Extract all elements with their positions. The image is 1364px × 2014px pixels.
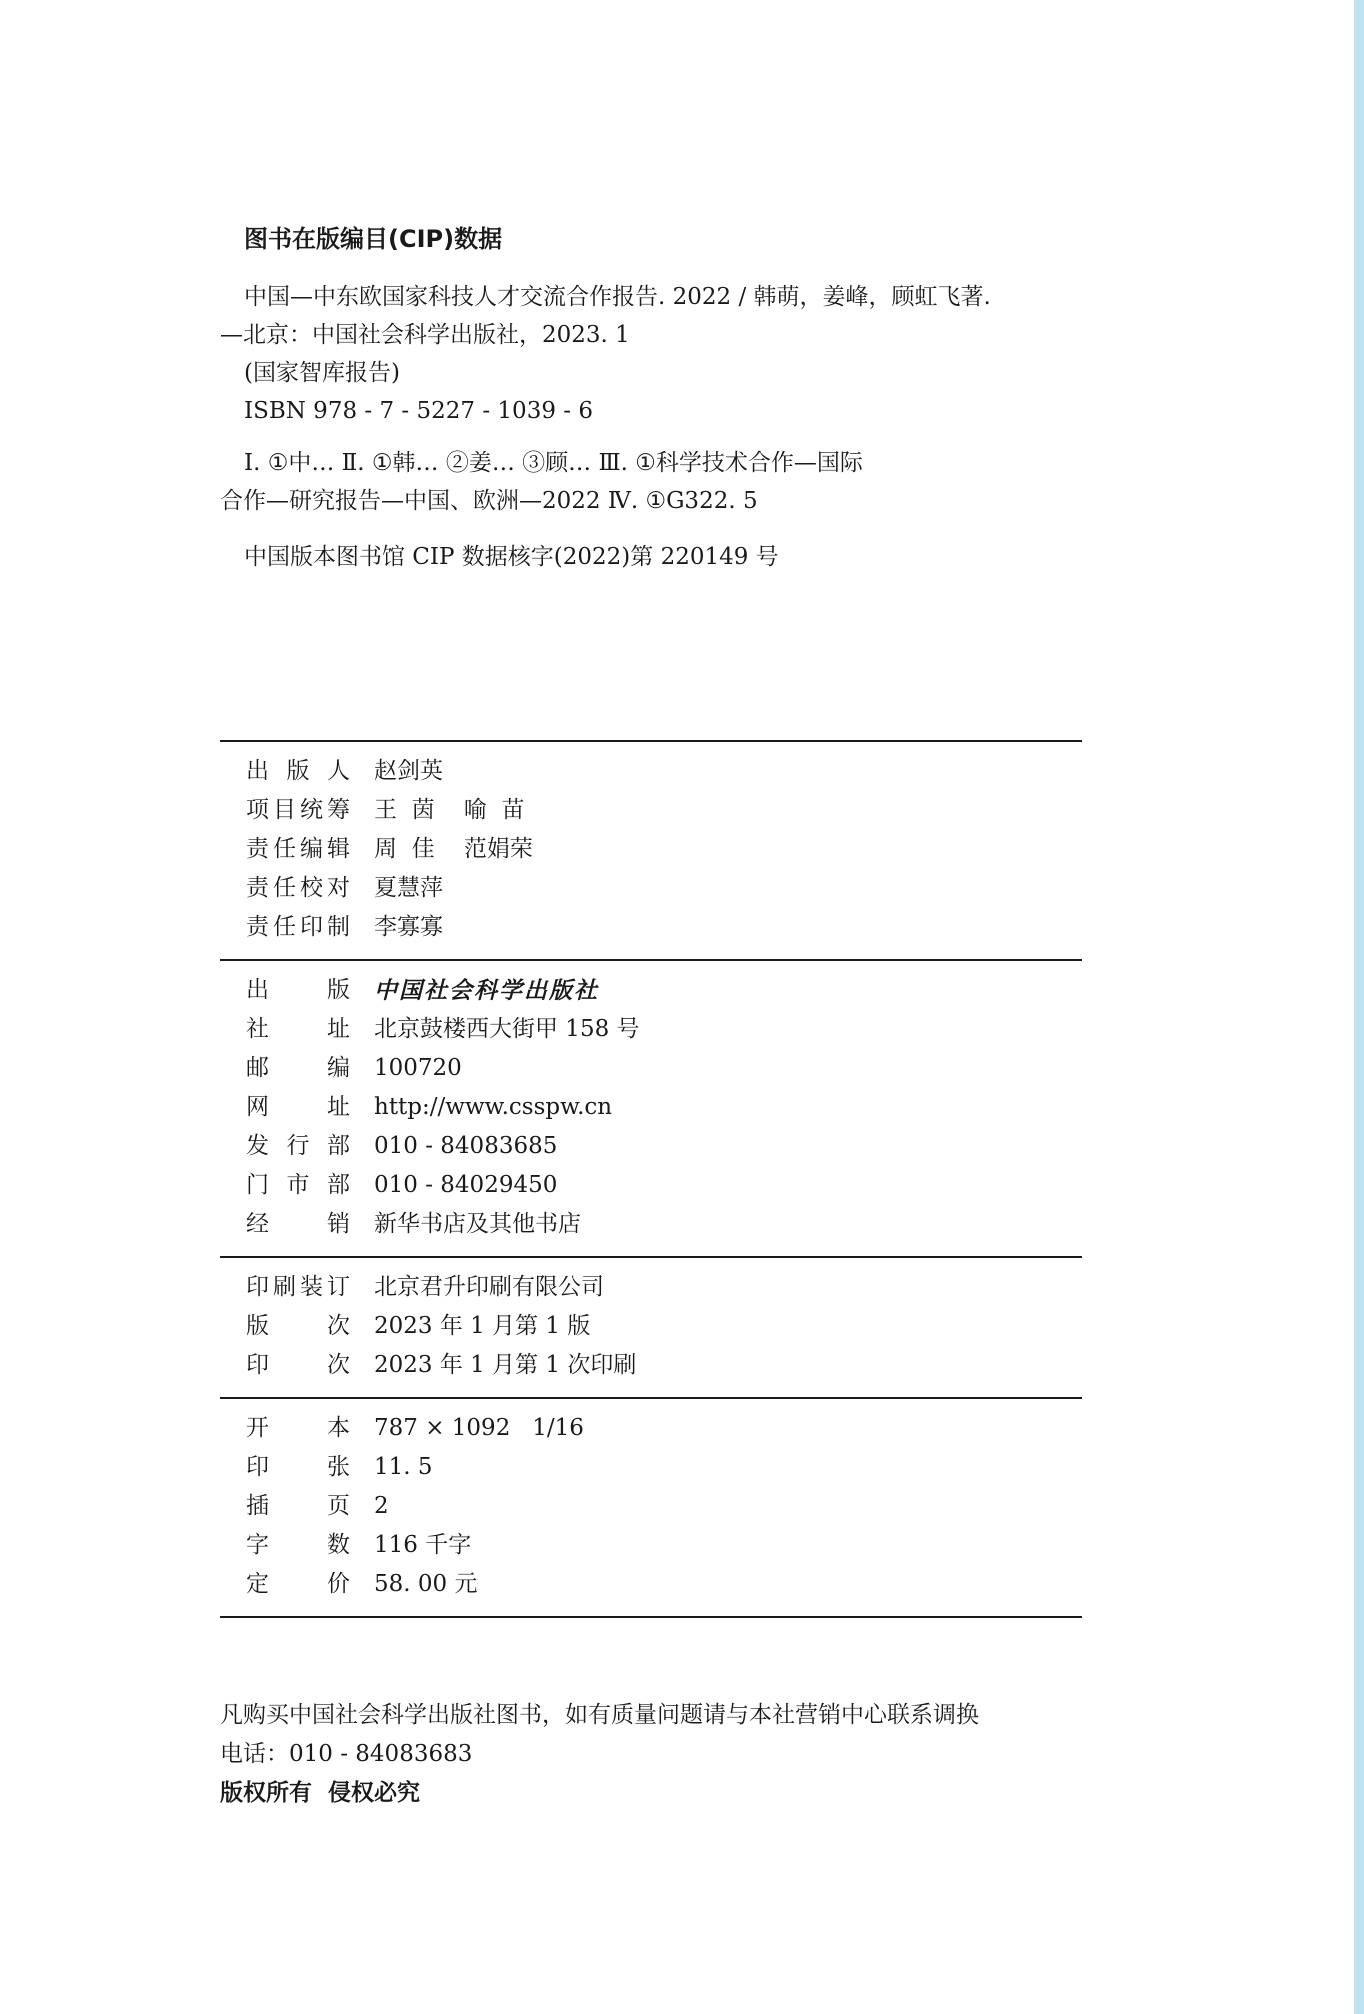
publisher-row: [246, 1010, 1082, 1049]
publisher-value: 100720: [374, 1055, 462, 1081]
printing-block: [220, 1258, 1082, 1397]
specs-label: 定价: [246, 1571, 350, 1597]
divider: [220, 1616, 1082, 1618]
printing-label: 印刷装订: [246, 1274, 350, 1300]
publisher-row: [246, 1049, 1082, 1088]
publisher-value: 010 - 84029450: [374, 1172, 558, 1198]
printing-row: [246, 1307, 1082, 1346]
specs-row: [246, 1565, 1082, 1604]
printing-row: [246, 1268, 1082, 1307]
publisher-row: [246, 1205, 1082, 1244]
contact-phone: 电话：010 - 84083683: [220, 1741, 473, 1767]
cip-line-title-author: 中国—中东欧国家科技人才交流合作报告. 2022 / 韩萌，姜峰，顾虹飞著.: [244, 284, 991, 310]
staff-value: 夏慧萍: [374, 875, 443, 901]
cip-line-subjects-cont: 合作—研究报告—中国、欧洲—2022 Ⅳ. ①G322. 5: [220, 488, 758, 514]
staff-row: [246, 830, 1082, 869]
specs-row: [246, 1526, 1082, 1565]
printing-value: 北京君升印刷有限公司: [374, 1274, 604, 1300]
specs-value: 787 × 1092 1/16: [374, 1415, 584, 1441]
publisher-label: 出版: [246, 977, 350, 1003]
specs-value: 11. 5: [374, 1454, 433, 1480]
specs-row: [246, 1448, 1082, 1487]
specs-label: 字数: [246, 1532, 350, 1558]
staff-value: 王 茵 喻 苗: [374, 797, 525, 823]
printing-label: 印次: [246, 1352, 350, 1378]
publisher-label: 经销: [246, 1211, 350, 1237]
publisher-value: 010 - 84083685: [374, 1133, 558, 1159]
publication-details: [220, 740, 1082, 1618]
staff-label: 项目统筹: [246, 797, 350, 823]
publisher-label: 邮编: [246, 1055, 350, 1081]
staff-block: [220, 742, 1082, 959]
publisher-row: [246, 1088, 1082, 1127]
staff-row: [246, 791, 1082, 830]
cip-line-isbn: ISBN 978 - 7 - 5227 - 1039 - 6: [244, 398, 593, 424]
staff-label: 出版人: [246, 758, 350, 784]
publisher-value: 新华书店及其他书店: [374, 1211, 581, 1237]
publisher-block: [220, 961, 1082, 1256]
publisher-value: 北京鼓楼西大街甲 158 号: [374, 1016, 640, 1042]
specs-block: [220, 1399, 1082, 1616]
specs-value: 2: [374, 1493, 389, 1519]
specs-row: [246, 1487, 1082, 1526]
staff-row: [246, 752, 1082, 791]
cip-line-record-number: 中国版本图书馆 CIP 数据核字(2022)第 220149 号: [244, 544, 779, 570]
specs-label: 开本: [246, 1415, 350, 1441]
cip-line-series: (国家智库报告): [244, 360, 400, 386]
staff-label: 责任校对: [246, 875, 350, 901]
specs-label: 插页: [246, 1493, 350, 1519]
cip-section: [220, 222, 1124, 576]
printing-value: 2023 年 1 月第 1 次印刷: [374, 1352, 637, 1378]
staff-value: 李寡寡: [374, 914, 443, 940]
footer-notice: [220, 1696, 1120, 1813]
publisher-name-calligraphy: 中国社会科学出版社: [374, 977, 599, 1004]
quality-notice: 凡购买中国社会科学出版社图书，如有质量问题请与本社营销中心联系调换: [220, 1702, 979, 1728]
staff-value: 赵剑英: [374, 758, 443, 784]
cip-line-subjects: Ⅰ. ①中… Ⅱ. ①韩… ②姜… ③顾… Ⅲ. ①科学技术合作—国际: [244, 450, 863, 476]
cip-line-publisher: —北京：中国社会科学出版社，2023. 1: [220, 322, 630, 348]
specs-row: [246, 1409, 1082, 1448]
specs-value: 116 千字: [374, 1532, 472, 1558]
publisher-website: http://www.csspw.cn: [374, 1094, 613, 1120]
publisher-row: [246, 1166, 1082, 1205]
printing-value: 2023 年 1 月第 1 版: [374, 1313, 591, 1339]
printing-row: [246, 1346, 1082, 1385]
specs-value: 58. 00 元: [374, 1571, 478, 1597]
copyright-notice: 版权所有 侵权必究: [220, 1780, 421, 1806]
publisher-label: 网址: [246, 1094, 350, 1120]
staff-row: [246, 869, 1082, 908]
publisher-label: 社址: [246, 1016, 350, 1042]
staff-label: 责任编辑: [246, 836, 350, 862]
specs-label: 印张: [246, 1454, 350, 1480]
printing-label: 版次: [246, 1313, 350, 1339]
publisher-row: [246, 1127, 1082, 1166]
publisher-label: 发行部: [246, 1133, 350, 1159]
staff-row: [246, 908, 1082, 947]
cip-title: 图书在版编目(CIP)数据: [244, 225, 503, 253]
staff-label: 责任印制: [246, 914, 350, 940]
staff-value: 周 佳 范娟荣: [374, 836, 533, 862]
publisher-label: 门市部: [246, 1172, 350, 1198]
publisher-row: [246, 971, 1082, 1010]
